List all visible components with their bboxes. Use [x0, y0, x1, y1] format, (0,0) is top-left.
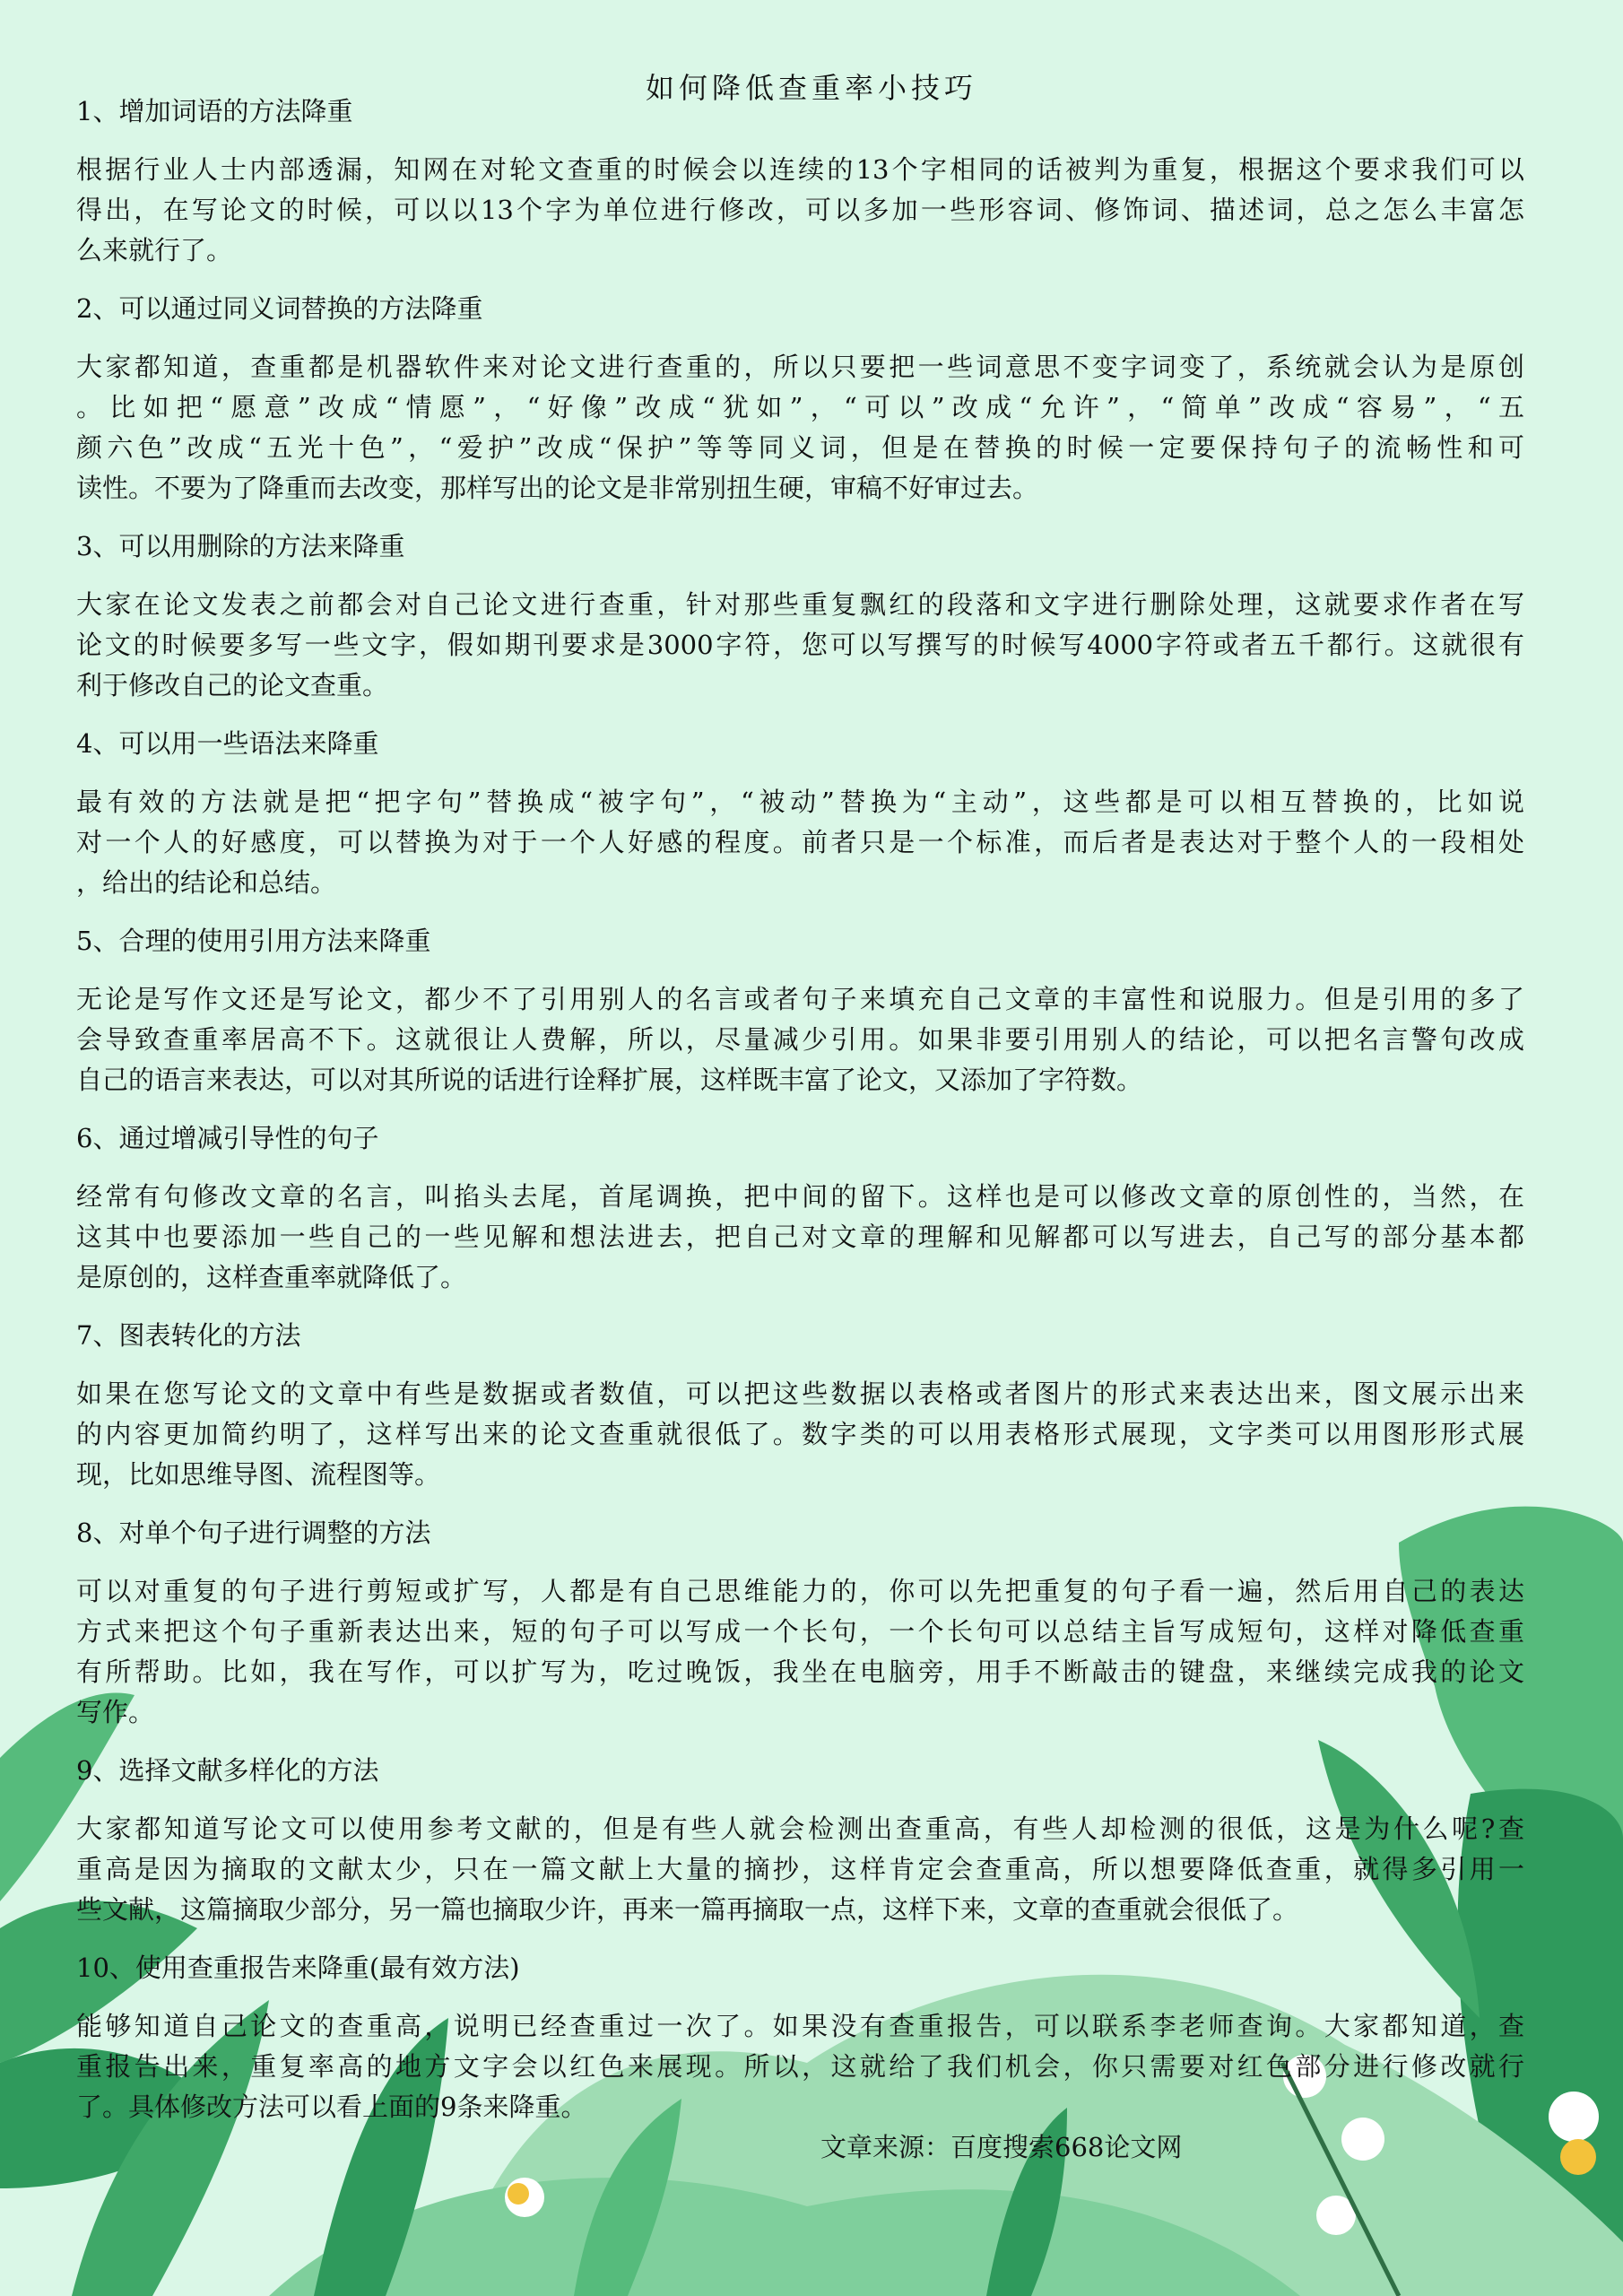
- paragraph-line: 会导致查重率居高不下。这就很让人费解，所以，尽量减少引用。如果非要引用别人的结论，可以把名言警句改成: [76, 1024, 1524, 1055]
- section-heading: 5、合理的使用引用方法来降重: [76, 926, 431, 956]
- paragraph-line: 无论是写作文还是写论文，都少不了引用别人的名言或者句子来填充自己文章的丰富性和说服力。但是引用的多了: [76, 984, 1524, 1014]
- section-paragraph: [76, 782, 1524, 903]
- paragraph-line: ，给出的结论和总结。: [76, 867, 337, 898]
- page-title: 如何降低查重率小技巧: [645, 71, 977, 105]
- section-heading: 10、使用查重报告来降重(最有效方法): [76, 1952, 520, 1983]
- section-paragraph: [76, 979, 1524, 1100]
- paragraph-line: 些文献，这篇摘取少部分，另一篇也摘取少许，再来一篇再摘取一点，这样下来，文章的查重就会很低了。: [76, 1894, 1299, 1925]
- article-body: [76, 91, 1524, 2145]
- article-source: 文章来源：百度搜索668论文网: [820, 2132, 1183, 2162]
- section-paragraph: [76, 150, 1524, 271]
- paragraph-line: 重报告出来，重复率高的地方文字会以红色来展现。所以，这就给了我们机会，你只需要对红色部分进行修改就行: [76, 2051, 1524, 2082]
- section: [76, 1316, 1524, 1495]
- paragraph-line: 现，比如思维导图、流程图等。: [76, 1459, 441, 1490]
- section: [76, 724, 1524, 903]
- section-paragraph: [76, 585, 1524, 706]
- section-paragraph: [76, 347, 1524, 509]
- section-paragraph: [76, 1809, 1524, 1930]
- section-paragraph: [76, 1177, 1524, 1298]
- section-heading: 8、对单个句子进行调整的方法: [76, 1518, 431, 1548]
- section-heading: 1、增加词语的方法降重: [76, 96, 353, 126]
- paragraph-line: 大家在论文发表之前都会对自己论文进行查重，针对那些重复飘红的段落和文字进行删除处理，这就要求作者在写: [76, 589, 1524, 620]
- paragraph-line: 有所帮助。比如，我在写作，可以扩写为，吃过晚饭，我坐在电脑旁，用手不断敲击的键盘，来继续完成我的论文: [76, 1657, 1524, 1687]
- section: [76, 91, 1524, 271]
- section: [76, 289, 1524, 509]
- section-heading: 3、可以用删除的方法来降重: [76, 531, 405, 561]
- paragraph-line: 方式来把这个句子重新表达出来，短的句子可以写成一个长句，一个长句可以总结主旨写成短句，这样对降低查重: [76, 1616, 1524, 1647]
- paragraph-line: 颜六色”改成“五光十色”，“爱护”改成“保护”等等同义词，但是在替换的时候一定要保持句子的流畅性和可: [76, 432, 1524, 463]
- section: [76, 1948, 1524, 2127]
- paragraph-line: 大家都知道写论文可以使用参考文献的，但是有些人就会检测出查重高，有些人却检测的很低，这是为什么呢?查: [76, 1813, 1524, 1844]
- section-heading: 4、可以用一些语法来降重: [76, 728, 379, 759]
- section: [76, 1513, 1524, 1733]
- paragraph-line: 如果在您写论文的文章中有些是数据或者数值，可以把这些数据以表格或者图片的形式来表达出来，图文展示出来: [76, 1378, 1524, 1409]
- section-heading: 6、通过增减引导性的句子: [76, 1123, 379, 1153]
- section-heading: 9、选择文献多样化的方法: [76, 1755, 379, 1786]
- paragraph-line: 了。具体修改方法可以看上面的9条来降重。: [76, 2092, 587, 2122]
- paragraph-line: 论文的时候要多写一些文字，假如期刊要求是3000字符，您可以写撰写的时候写4000字符或者五千都行。这就很有: [76, 630, 1524, 660]
- section: [76, 1751, 1524, 1930]
- section-heading: 7、图表转化的方法: [76, 1320, 301, 1351]
- section-heading: 2、可以通过同义词替换的方法降重: [76, 293, 483, 324]
- paragraph-line: 写作。: [76, 1697, 155, 1727]
- paragraph-line: 可以对重复的句子进行剪短或扩写，人都是有自己思维能力的，你可以先把重复的句子看一遍，然后用自己的表达: [76, 1576, 1524, 1606]
- paragraph-line: 的内容更加简约明了，这样写出来的论文查重就很低了。数字类的可以用表格形式展现，文字类可以用图形形式展: [76, 1419, 1524, 1449]
- section: [76, 921, 1524, 1100]
- section: [76, 1118, 1524, 1298]
- section-paragraph: [76, 2006, 1524, 2127]
- paragraph-line: 是原创的，这样查重率就降低了。: [76, 1262, 467, 1292]
- flower-icon: [505, 2178, 544, 2217]
- paragraph-line: 利于修改自己的论文查重。: [76, 670, 389, 700]
- section-paragraph: [76, 1571, 1524, 1733]
- paragraph-line: 读性。不要为了降重而去改变，那样写出的论文是非常别扭生硬，审稿不好审过去。: [76, 473, 1039, 503]
- paragraph-line: 这其中也要添加一些自己的一些见解和想法进去，把自己对文章的理解和见解都可以写进去，自己写的部分基本都: [76, 1222, 1524, 1252]
- paragraph-line: 经常有句修改文章的名言，叫掐头去尾，首尾调换，把中间的留下。这样也是可以修改文章的原创性的，当然，在: [76, 1181, 1524, 1212]
- paragraph-line: 最有效的方法就是把“把字句”替换成“被字句”，“被动”替换为“主动”，这些都是可以相互替换的，比如说: [76, 787, 1524, 817]
- section-paragraph: [76, 1374, 1524, 1495]
- paragraph-line: 得出，在写论文的时候，可以以13个字为单位进行修改，可以多加一些形容词、修饰词、描述词，总之怎么丰富怎: [76, 195, 1524, 225]
- section: [76, 526, 1524, 706]
- paragraph-line: 能够知道自己论文的查重高，说明已经查重过一次了。如果没有查重报告，可以联系李老师查询。大家都知道，查: [76, 2011, 1524, 2041]
- paragraph-line: 根据行业人士内部透漏，知网在对轮文查重的时候会以连续的13个字相同的话被判为重复，根据这个要求我们可以: [76, 154, 1524, 185]
- paragraph-line: 么来就行了。: [76, 235, 233, 265]
- paragraph-line: 。比如把“愿意”改成“情愿”，“好像”改成“犹如”，“可以”改成“允许”，“简单”改成“容易”，“五: [76, 392, 1524, 422]
- paragraph-line: 对一个人的好感度，可以替换为对于一个人好感的程度。前者只是一个标准，而后者是表达对于整个人的一段相处: [76, 827, 1524, 857]
- paragraph-line: 自己的语言来表达，可以对其所说的话进行诠释扩展，这样既丰富了论文，又添加了字符数。: [76, 1065, 1143, 1095]
- paragraph-line: 大家都知道，查重都是机器软件来对论文进行查重的，所以只要把一些词意思不变字词变了，系统就会认为是原创: [76, 352, 1524, 382]
- paragraph-line: 重高是因为摘取的文献太少，只在一篇文献上大量的摘抄，这样肯定会查重高，所以想要降低查重，就得多引用一: [76, 1854, 1524, 1884]
